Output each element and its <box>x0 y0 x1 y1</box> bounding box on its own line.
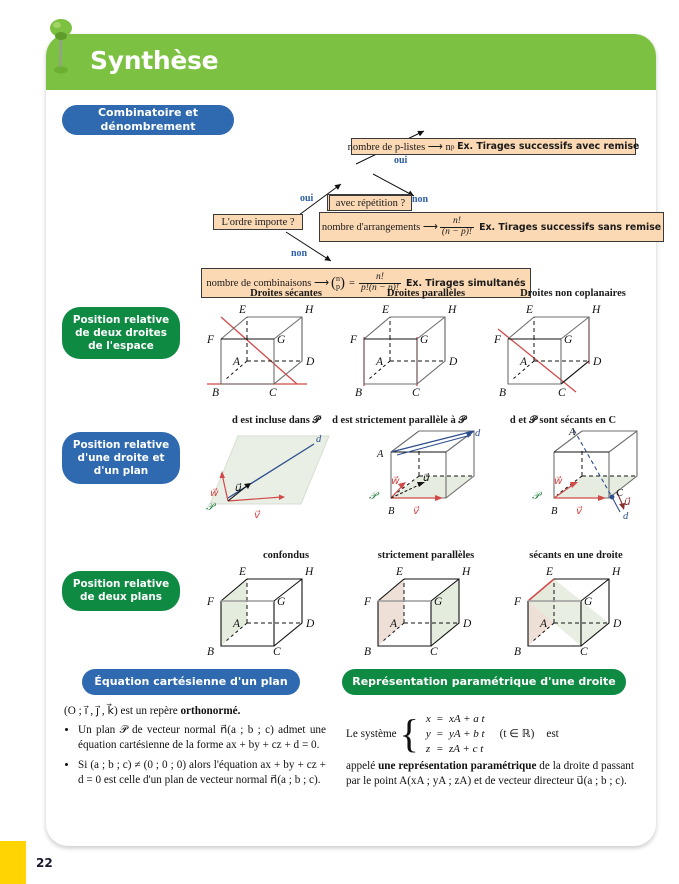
system-expr-y: yA + b t <box>448 727 485 740</box>
svg-text:H: H <box>448 304 457 316</box>
svg-text:B: B <box>388 506 395 517</box>
svg-text:D: D <box>593 356 602 368</box>
equation-intro-pre: (O ; i⃗ , j⃗ , k⃗) est un repère <box>64 705 181 717</box>
binom-equals: = <box>349 277 355 289</box>
pill-droites-line-3: de l'espace <box>88 339 154 352</box>
svg-text:A: A <box>540 618 548 630</box>
figure-droites-secantes <box>199 296 334 398</box>
svg-text:A: A <box>569 427 576 438</box>
edge-label-oui-top: oui <box>394 155 408 166</box>
svg-text:D: D <box>463 618 472 630</box>
svg-text:A: A <box>233 356 241 368</box>
caption-droites-non-coplanaires: Droites non coplanaires <box>520 288 626 299</box>
caption-droites-paralleles: Droites parallèles <box>386 288 466 299</box>
parametrique-system-row <box>346 712 634 757</box>
svg-text:C: C <box>273 646 281 658</box>
svg-text:C: C <box>412 387 420 398</box>
svg-text:u⃗: u⃗ <box>235 483 242 494</box>
svg-text:A: A <box>376 356 384 368</box>
svg-text:C: C <box>616 488 624 499</box>
svg-text:G: G <box>434 596 443 608</box>
flow-ex-arrangements: Ex. Tirages successifs sans remise <box>479 221 662 233</box>
pill-droite-plan-line-1: Position relative <box>72 438 170 451</box>
parametrique-paragraph <box>346 759 634 789</box>
svg-text:G: G <box>420 334 429 346</box>
svg-text:B: B <box>355 387 363 398</box>
parametrique-condition: (t ∈ ℝ) <box>499 727 535 740</box>
system-eq-y: = <box>436 727 443 740</box>
system-eq-z: = <box>436 742 443 755</box>
svg-text:C: C <box>580 646 588 658</box>
pill-droite-plan-line-3: d'un plan <box>93 464 149 477</box>
svg-text:H: H <box>305 304 314 316</box>
system-var-y: y <box>425 727 431 740</box>
flow-text-repetition: avec répétition ? <box>335 197 406 209</box>
svg-text:B: B <box>499 387 507 398</box>
svg-text:G: G <box>277 596 286 608</box>
svg-text:E: E <box>239 566 247 578</box>
caption-d-parallele: d est strictement parallèle à 𝒫 <box>332 415 466 426</box>
system-row-x <box>423 712 488 727</box>
page-side-tab <box>0 841 26 884</box>
svg-text:B: B <box>207 646 215 658</box>
flow-exp-p: p <box>450 142 455 151</box>
flow-text-p-listes: nombre de p-listes ⟶ n <box>347 141 451 153</box>
pill-combinatoire-label: Combinatoire et dénombrement <box>97 106 198 133</box>
svg-text:d: d <box>316 434 322 445</box>
svg-text:F: F <box>364 596 372 608</box>
flow-box-ordre <box>213 214 303 230</box>
svg-text:G: G <box>564 334 573 346</box>
pill-droite-plan[interactable] <box>62 432 180 484</box>
svg-text:E: E <box>526 304 534 316</box>
edge-label-non-top: non <box>412 194 429 205</box>
parametrique-para-pre: appelé <box>346 759 379 772</box>
svg-text:u⃗: u⃗ <box>423 473 430 484</box>
equation-bullet-list <box>64 723 326 788</box>
svg-text:F: F <box>350 334 358 346</box>
caption-d-incluse: d est incluse dans 𝒫 <box>231 415 321 426</box>
frac-num-arrangements: n! <box>453 215 461 226</box>
frac-num-combinaisons: n! <box>376 271 384 282</box>
fraction-arrangements <box>440 217 474 238</box>
flow-box-p-listes <box>347 138 640 155</box>
svg-text:B: B <box>551 506 558 517</box>
svg-text:C: C <box>269 387 277 398</box>
svg-text:F: F <box>494 334 502 346</box>
system-expr-z: zA + c t <box>448 742 484 755</box>
svg-text:D: D <box>613 618 622 630</box>
system-brace: { <box>399 711 419 757</box>
figure-plans-secants <box>506 558 646 660</box>
svg-text:d: d <box>475 428 481 439</box>
pill-equation-label: Équation cartésienne d'un plan <box>94 675 288 689</box>
frac-den-arrangements: (n − p)! <box>441 226 473 237</box>
system-row-y <box>423 727 488 742</box>
svg-text:D: D <box>306 356 315 368</box>
svg-text:u⃗: u⃗ <box>624 497 631 508</box>
svg-text:G: G <box>277 334 286 346</box>
frac-den-combinaisons: p!(n − p)! <box>360 282 400 293</box>
svg-text:w⃗: w⃗ <box>210 488 219 499</box>
equation-body <box>64 704 326 794</box>
equation-bullet-2: • Si (a ; b ; c) ≠ (0 ; 0 ; 0) alors l'équation ax + by + cz + d = 0 est celle d'un plan de vecteur normal n⃗(a ; b ; c). <box>78 758 326 788</box>
caption-confondus: confondus <box>262 550 310 561</box>
svg-text:v⃗: v⃗ <box>254 510 261 521</box>
binom-bottom: p <box>336 282 341 291</box>
binomial-coefficient: ( n p ) <box>331 273 346 291</box>
svg-text:H: H <box>612 566 621 578</box>
system-expr-x: xA + a t <box>448 713 485 725</box>
equation-intro-bold: orthonormé. <box>180 705 241 717</box>
svg-text:A: A <box>233 618 241 630</box>
svg-text:A: A <box>520 356 528 368</box>
svg-text:B: B <box>364 646 372 658</box>
svg-text:D: D <box>306 618 315 630</box>
edge-label-non-left: non <box>291 248 308 259</box>
page-number: 22 <box>36 856 53 870</box>
svg-text:d: d <box>623 511 629 522</box>
svg-text:C: C <box>430 646 438 658</box>
binom-top: n <box>336 273 341 283</box>
flow-text-ordre: L'ordre importe ? <box>221 216 295 228</box>
equation-intro <box>64 704 326 719</box>
page-title: Synthèse <box>90 46 219 75</box>
pill-parametrique-label: Représentation paramétrique d'une droite <box>352 675 616 689</box>
flow-box-repetition <box>329 195 412 211</box>
svg-text:A: A <box>390 618 398 630</box>
system-var-z: z <box>425 742 431 755</box>
svg-text:F: F <box>207 596 215 608</box>
svg-text:E: E <box>546 566 554 578</box>
pill-droites-line-1: Position relative <box>72 313 170 326</box>
system-var-x: x <box>425 713 431 725</box>
pill-plans-line-2: de deux plans <box>80 591 162 603</box>
caption-droites-secantes: Droites sécantes <box>250 288 322 299</box>
svg-text:G: G <box>584 596 593 608</box>
svg-text:A: A <box>377 449 384 460</box>
svg-text:F: F <box>514 596 522 608</box>
edge-label-oui-left: oui <box>300 193 314 204</box>
pill-droite-plan-line-2: d'une droite et <box>77 451 165 464</box>
pill-droites[interactable] <box>62 307 180 359</box>
svg-text:H: H <box>462 566 471 578</box>
flow-box-arrangements <box>319 212 664 242</box>
svg-text:B: B <box>212 387 220 398</box>
svg-text:H: H <box>305 566 314 578</box>
flow-text-arrangements: nombre d'arrangements ⟶ <box>321 222 438 233</box>
parametric-system-table <box>423 712 488 757</box>
equation-bullet-1: • Un plan 𝒫 de vecteur normal n⃗(a ; b ; c) admet une équation cartésienne de la forme ax + by + cz + d = 0. <box>78 723 326 753</box>
svg-text:D: D <box>449 356 458 368</box>
caption-strictement-paralleles: strictement parallèles <box>377 550 475 561</box>
pill-droites-line-2: de deux droites <box>75 326 167 339</box>
caption-secants-une-droite: sécants en une droite <box>529 550 623 561</box>
svg-text:𝒫: 𝒫 <box>369 491 377 502</box>
figure-d-incluse-dans-plan <box>196 426 341 526</box>
parametrique-lead: Le système <box>346 727 397 740</box>
svg-text:𝒫: 𝒫 <box>532 491 540 502</box>
svg-text:w⃗: w⃗ <box>391 476 400 487</box>
svg-text:C: C <box>558 387 566 398</box>
pill-combinatoire[interactable] <box>62 105 234 135</box>
svg-text:w⃗: w⃗ <box>554 476 563 487</box>
svg-text:E: E <box>382 304 390 316</box>
parametrique-body <box>346 712 634 789</box>
flow-text-combinaisons: nombre de combinaisons ⟶ <box>206 278 330 289</box>
synthesis-card <box>46 34 662 846</box>
svg-text:H: H <box>592 304 601 316</box>
svg-text:v⃗: v⃗ <box>413 506 420 517</box>
svg-text:E: E <box>239 304 247 316</box>
figure-droites-paralleles <box>342 296 477 398</box>
svg-text:F: F <box>207 334 215 346</box>
figure-plans-paralleles <box>356 558 491 660</box>
parametrique-para-post: de la droite d passant par le point A(xA ; yA ; zA) et de vecteur directeur u⃗(a ; b ; c). <box>346 759 634 787</box>
parametrique-para-bold: une représentation paramétrique <box>378 759 537 772</box>
pill-equation-cartesienne[interactable] <box>82 669 300 695</box>
flow-ex-p-listes: Ex. Tirages successifs avec remise <box>457 141 640 152</box>
figure-d-secant-plan <box>524 426 669 528</box>
pill-plans-line-1: Position relative <box>72 578 170 590</box>
system-row-z <box>423 742 488 757</box>
caption-d-secant: d et 𝒫 sont sécants en C <box>509 415 617 426</box>
figure-plans-confondus <box>199 558 334 660</box>
svg-text:E: E <box>396 566 404 578</box>
figure-droites-non-coplanaires <box>486 296 626 398</box>
svg-text:B: B <box>514 646 522 658</box>
system-eq-x: = <box>436 713 443 725</box>
flow-ex-combinaisons: Ex. Tirages simultanés <box>406 277 526 289</box>
combinatorics-flowchart <box>46 34 662 293</box>
pill-representation-parametrique[interactable] <box>342 669 626 695</box>
svg-text:v⃗: v⃗ <box>576 506 583 517</box>
pill-plans[interactable] <box>62 571 180 611</box>
pushpin-icon <box>46 14 76 76</box>
parametrique-tail-word: est <box>546 727 559 740</box>
svg-text:𝒫: 𝒫 <box>206 502 214 513</box>
figure-d-parallele-plan <box>361 426 501 528</box>
